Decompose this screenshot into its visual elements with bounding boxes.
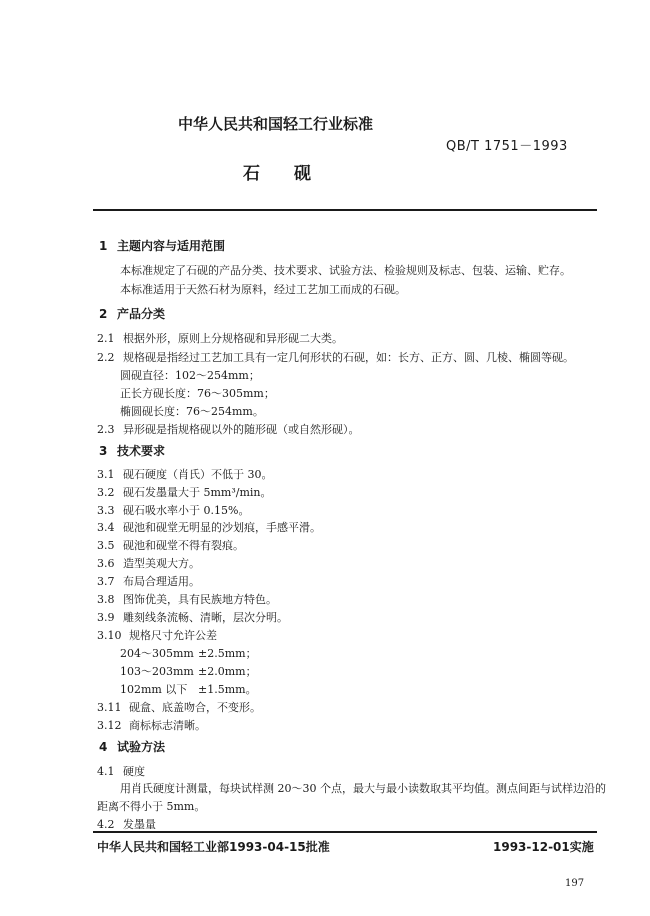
rectangular-inkstone-length: 正长方砚长度：76～305mm； [120, 387, 275, 400]
clause-3-9: 3.9 雕刻线条流畅、清晰，层次分明。 [97, 611, 288, 624]
clause-2-2: 2.2 规格砚是指经过工艺加工具有一定几何形状的石砚，如：长方、正方、圆、几棱、椭圆等砚。 [97, 351, 574, 364]
section-1-paragraph-2: 本标准适用于天然石材为原料，经过工艺加工而成的石砚。 [120, 283, 406, 296]
document-title: 石 砚 [243, 164, 311, 184]
clause-4-1-text-line-2: 距离不得小于 5mm。 [97, 800, 206, 813]
section-1-heading: 1 主题内容与适用范围 [99, 239, 226, 253]
clause-3-10: 3.10 规格尺寸允许公差 [97, 629, 217, 642]
clause-4-2: 4.2 发墨量 [97, 818, 156, 831]
effective-date: 1993-12-01实施 [493, 840, 594, 854]
section-1-paragraph-1: 本标准规定了石砚的产品分类、技术要求、试验方法、检验规则及标志、包装、运输、贮存。 [120, 264, 571, 277]
clause-3-4: 3.4 砚池和砚堂无明显的沙划痕，手感平滑。 [97, 521, 321, 534]
org-title: 中华人民共和国轻工行业标准 [178, 115, 374, 133]
tolerance-row: 102mm 以下 ±1.5mm。 [120, 683, 257, 696]
clause-3-5: 3.5 砚池和砚堂不得有裂痕。 [97, 539, 244, 552]
clause-4-1: 4.1 硬度 [97, 765, 145, 778]
clause-3-7: 3.7 布局合理适用。 [97, 575, 200, 588]
page-number: 197 [565, 878, 585, 889]
approval-line: 中华人民共和国轻工业部1993-04-15批准 [97, 840, 330, 854]
clause-3-6: 3.6 造型美观大方。 [97, 557, 200, 570]
clause-3-3: 3.3 砚石吸水率小于 0.15%。 [97, 504, 250, 517]
tolerance-row: 204～305mm ±2.5mm； [120, 647, 257, 660]
clause-3-11: 3.11 砚盒、底盖吻合，不变形。 [97, 701, 261, 714]
header-rule [93, 209, 597, 211]
clause-4-1-text-line-1: 用肖氏硬度计测量，每块试样测 20～30 个点，最大与最小读数取其平均值。测点间距与试样边沿的 [120, 782, 606, 795]
footer-rule [93, 831, 597, 833]
clause-3-12: 3.12 商标标志清晰。 [97, 719, 206, 732]
tolerance-row: 103～203mm ±2.0mm； [120, 665, 257, 678]
section-2-heading: 2 产品分类 [99, 307, 166, 321]
clause-3-1: 3.1 砚石硬度（肖氏）不低于 30。 [97, 468, 273, 481]
clause-3-8: 3.8 图饰优美，具有民族地方特色。 [97, 593, 277, 606]
standard-code: QB/T 1751－1993 [446, 139, 568, 154]
round-inkstone-diameter: 圆砚直径：102～254mm； [120, 369, 260, 382]
section-3-heading: 3 技术要求 [99, 444, 166, 458]
oval-inkstone-length: 椭圆砚长度：76～254mm。 [120, 405, 264, 418]
clause-2-1: 2.1 根据外形，原则上分规格砚和异形砚二大类。 [97, 332, 343, 345]
section-4-heading: 4 试验方法 [99, 740, 166, 754]
clause-3-2: 3.2 砚石发墨量大于 5mm³/min。 [97, 486, 272, 499]
clause-2-3: 2.3 异形砚是指规格砚以外的随形砚（或自然形砚）。 [97, 423, 360, 436]
